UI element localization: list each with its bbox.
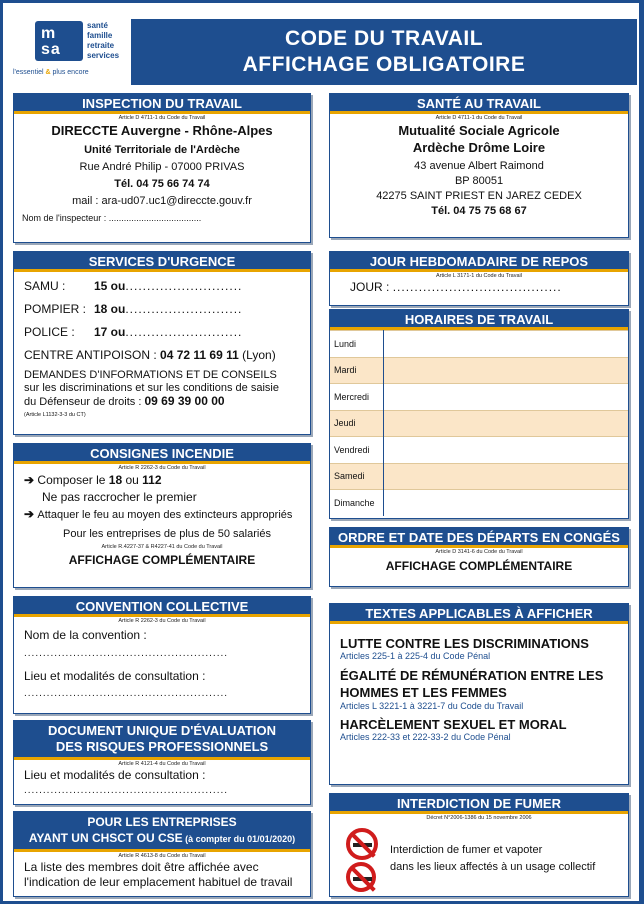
document-article: Article R 4121-4 du Code du Travail [118, 761, 206, 767]
inspection-address: Rue André Philip - 07000 PRIVAS [79, 161, 245, 173]
day-label: Vendredi [330, 437, 383, 464]
convention-lieu-dots: ...................................................... [24, 688, 229, 699]
logo-word: retraite [87, 41, 115, 50]
police-number: 17 ou [94, 325, 126, 339]
demandes-line-3 [24, 395, 310, 409]
antipoison-city: (Lyon) [242, 348, 276, 362]
repos-article: Article L 3171-1 du Code du Travail [435, 273, 522, 279]
sante-address-1: 43 avenue Albert Raimond [414, 160, 544, 172]
incendie-line-1 [24, 472, 310, 489]
title-line-1: CODE DU TRAVAIL [284, 27, 484, 50]
chsct-header-2 [14, 830, 310, 847]
samu-dots: ........................... [125, 279, 243, 293]
chsct-line-2: l'indication de leur emplacement habituel de travail [24, 875, 293, 889]
table-row [330, 437, 628, 464]
textes-box [329, 603, 629, 785]
convention-header: CONVENTION COLLECTIVE [14, 597, 310, 617]
convention-nom-label: Nom de la convention : [24, 628, 147, 642]
hours-cell [383, 490, 628, 517]
document-lieu-label: Lieu et modalités de consultation : [24, 768, 206, 782]
texte-sub: Articles L 3221-1 à 3221-7 du Code du Travail [340, 701, 524, 711]
logo-word: santé [87, 21, 108, 30]
inspection-box [13, 93, 311, 243]
textes-list [330, 636, 628, 742]
incendie-line-4: Pour les entreprises de plus de 50 salariés [63, 528, 271, 540]
table-row [330, 384, 628, 411]
convention-box [13, 596, 311, 714]
day-label: Mardi [330, 357, 383, 384]
sante-tel: Tél. 04 75 75 68 67 [431, 205, 527, 217]
fumer-text [390, 842, 595, 876]
pompier-dots: ........................... [125, 302, 243, 316]
arrow-right-icon: ➔ [24, 507, 35, 521]
inspection-tel: Tél. 04 75 66 74 74 [114, 178, 210, 190]
day-label: Jeudi [330, 410, 383, 437]
table-row [330, 357, 628, 384]
incendie-call-18: 18 [108, 473, 123, 487]
pompier-label: POMPIER : [24, 302, 87, 316]
incendie-line-3-text: Attaquer le feu au moyen des extincteurs appropriés [37, 509, 293, 521]
logo-words [87, 21, 119, 61]
hours-cell [383, 331, 628, 358]
sante-org-2: Ardèche Drôme Loire [412, 140, 546, 155]
arrow-right-icon: ➔ [24, 473, 35, 487]
texte-sub: Articles 222-33 et 222-33-2 du Code Pénal [340, 732, 511, 742]
samu-number: 15 ou [94, 279, 126, 293]
antipoison-label: CENTRE ANTIPOISON : [24, 348, 157, 362]
sante-org-1: Mutualité Sociale Agricole [398, 123, 560, 138]
urgence-article: (Article L1132-3-3 du CT) [24, 412, 86, 418]
day-label: Lundi [330, 331, 383, 358]
logo-word: famille [87, 31, 113, 40]
fumer-header: INTERDICTION DE FUMER [330, 794, 628, 814]
sante-address-2: BP 80051 [454, 175, 504, 187]
chsct-header-1: POUR LES ENTREPRISES [87, 815, 237, 829]
incendie-header: CONSIGNES INCENDIE [14, 444, 310, 464]
conges-box [329, 527, 629, 587]
convention-lieu-label: Lieu et modalités de consultation : [24, 669, 206, 683]
incendie-line-3 [24, 506, 310, 524]
chsct-header-2a: AYANT UN CHSCT OU CSE [28, 831, 183, 845]
table-row [330, 331, 628, 358]
chsct-line-1: La liste des membres doit être affichée avec [24, 860, 259, 874]
repos-field [330, 280, 628, 294]
conges-complementaire: AFFICHAGE COMPLÉMENTAIRE [385, 559, 573, 573]
chsct-article: Article R 4613-8 du Code du Travail [118, 853, 206, 859]
incendie-call-text: Composer le [37, 473, 109, 487]
day-label: Mercredi [330, 384, 383, 411]
document-box [13, 720, 311, 805]
sante-box [329, 93, 629, 238]
table-row [330, 410, 628, 437]
logo-word: services [87, 51, 120, 60]
chsct-text [14, 860, 310, 890]
samu-label: SAMU : [24, 279, 66, 293]
fumer-box [329, 793, 629, 897]
textes-header: TEXTES APPLICABLES À AFFICHER [330, 604, 628, 624]
no-smoking-icon [346, 828, 378, 860]
antipoison-number: 04 72 11 69 11 [160, 348, 239, 362]
day-label: Samedi [330, 463, 383, 490]
texte-title: HARCÈLEMENT SEXUEL ET MORAL [340, 717, 567, 732]
conges-header: ORDRE ET DATE DES DÉPARTS EN CONGÉS [330, 528, 628, 548]
demandes-label: du Défenseur de droits : [24, 396, 142, 408]
pompier-number: 18 ou [94, 302, 126, 316]
sante-article: Article D 4711-1 du Code du Travail [435, 115, 523, 121]
document-header-1: DOCUMENT UNIQUE D'ÉVALUATION [48, 723, 276, 738]
repos-dots: ....................................... [392, 280, 562, 294]
incendie-call-112: 112 [142, 473, 162, 487]
texte-title: LUTTE CONTRE LES DISCRIMINATIONS [340, 636, 589, 651]
msa-logo [11, 17, 129, 83]
repos-box [329, 251, 629, 306]
chsct-header [14, 812, 310, 852]
repos-label: JOUR : [350, 280, 390, 294]
table-row [330, 463, 628, 490]
hours-cell [383, 437, 628, 464]
incendie-instructions [14, 472, 310, 543]
sante-header: SANTÉ AU TRAVAIL [330, 94, 628, 114]
conges-article: Article D 3141-6 du Code du Travail [435, 549, 523, 555]
hours-cell [383, 463, 628, 490]
incendie-article-2: Article R.4227-37 & R4227-41 du Code du Travail [101, 544, 223, 550]
document-header-2: DES RISQUES PROFESSIONNELS [55, 739, 269, 754]
fumer-line-2: dans les lieux affectés à un usage collectif [390, 861, 596, 873]
incendie-article: Article R 2262-3 du Code du Travail [118, 465, 206, 471]
incendie-call-or: ou [122, 473, 143, 487]
fumer-article: Décret N°2006-1386 du 15 novembre 2006 [426, 815, 532, 821]
inspection-header: INSPECTION DU TRAVAIL [14, 94, 310, 114]
hours-cell [383, 357, 628, 384]
msa-logo-mark [35, 21, 83, 61]
police-dots: ........................... [125, 325, 243, 339]
samu-row [14, 275, 310, 298]
logo-tagline-amp: & [45, 69, 51, 76]
urgence-box [13, 251, 311, 435]
logo-letters-bottom: sa [41, 41, 61, 58]
day-label: Dimanche [330, 490, 383, 517]
inspection-org: DIRECCTE Auvergne - Rhône-Alpes [51, 123, 273, 138]
document-fields [14, 768, 310, 798]
chsct-box [13, 811, 311, 897]
logo-tagline [13, 69, 89, 76]
sante-address-3: 42275 SAINT PRIEST EN JAREZ CEDEX [376, 190, 582, 202]
repos-header: JOUR HEBDOMADAIRE DE REPOS [330, 252, 628, 272]
demandes-line-2: sur les discriminations et sur les conditions de saisie [24, 382, 279, 394]
convention-nom-dots: ...................................................... [24, 648, 229, 659]
convention-article: Article R 2262-3 du Code du Travail [118, 618, 206, 624]
defenseur-number: 09 69 39 00 00 [144, 394, 225, 408]
police-row [14, 321, 310, 344]
logo-tagline-b: plus encore [52, 69, 89, 76]
document-lieu-dots: ...................................................... [24, 785, 229, 796]
inspector-field: Nom de l'inspecteur : ..................................... [22, 213, 202, 223]
horaires-box [329, 309, 629, 519]
police-label: POLICE : [24, 325, 75, 339]
antipoison-row [14, 344, 310, 367]
fumer-line-1: Interdiction de fumer et vapoter [390, 844, 543, 856]
inspection-unit: Unité Territoriale de l'Ardèche [84, 144, 240, 156]
texte-title: ÉGALITÉ DE RÉMUNÉRATION ENTRE LES HOMMES ET LES FEMMES [340, 668, 604, 700]
horaires-table [330, 330, 628, 516]
urgence-header: SERVICES D'URGENCE [14, 252, 310, 272]
logo-letters-top: m [41, 25, 57, 42]
convention-fields [14, 627, 310, 702]
document-header [14, 721, 310, 760]
incendie-complementaire: AFFICHAGE COMPLÉMENTAIRE [68, 553, 256, 567]
incendie-line-2: Ne pas raccrocher le premier [42, 490, 197, 504]
inspection-mail: mail : ara-ud07.uc1@direccte.gouv.fr [72, 195, 252, 207]
title-line-2: AFFICHAGE OBLIGATOIRE [242, 53, 526, 76]
chsct-header-2b: (à compter du 01/01/2020) [182, 834, 296, 844]
texte-sub: Articles 225-1 à 225-4 du Code Pénal [340, 651, 491, 661]
hours-cell [383, 384, 628, 411]
table-row [330, 490, 628, 517]
demandes-line-1: DEMANDES D'INFORMATIONS ET DE CONSEILS [24, 369, 277, 381]
page-title [131, 19, 637, 85]
pompier-row [14, 298, 310, 321]
page-inner [3, 3, 639, 901]
inspection-article: Article D 4711-1 du Code du Travail [118, 115, 206, 121]
defenseur-block [14, 369, 310, 422]
horaires-header: HORAIRES DE TRAVAIL [330, 310, 628, 330]
hours-cell [383, 410, 628, 437]
no-smoking-icon [346, 862, 376, 892]
incendie-box [13, 443, 311, 588]
logo-tagline-a: l'essentiel [13, 69, 44, 76]
